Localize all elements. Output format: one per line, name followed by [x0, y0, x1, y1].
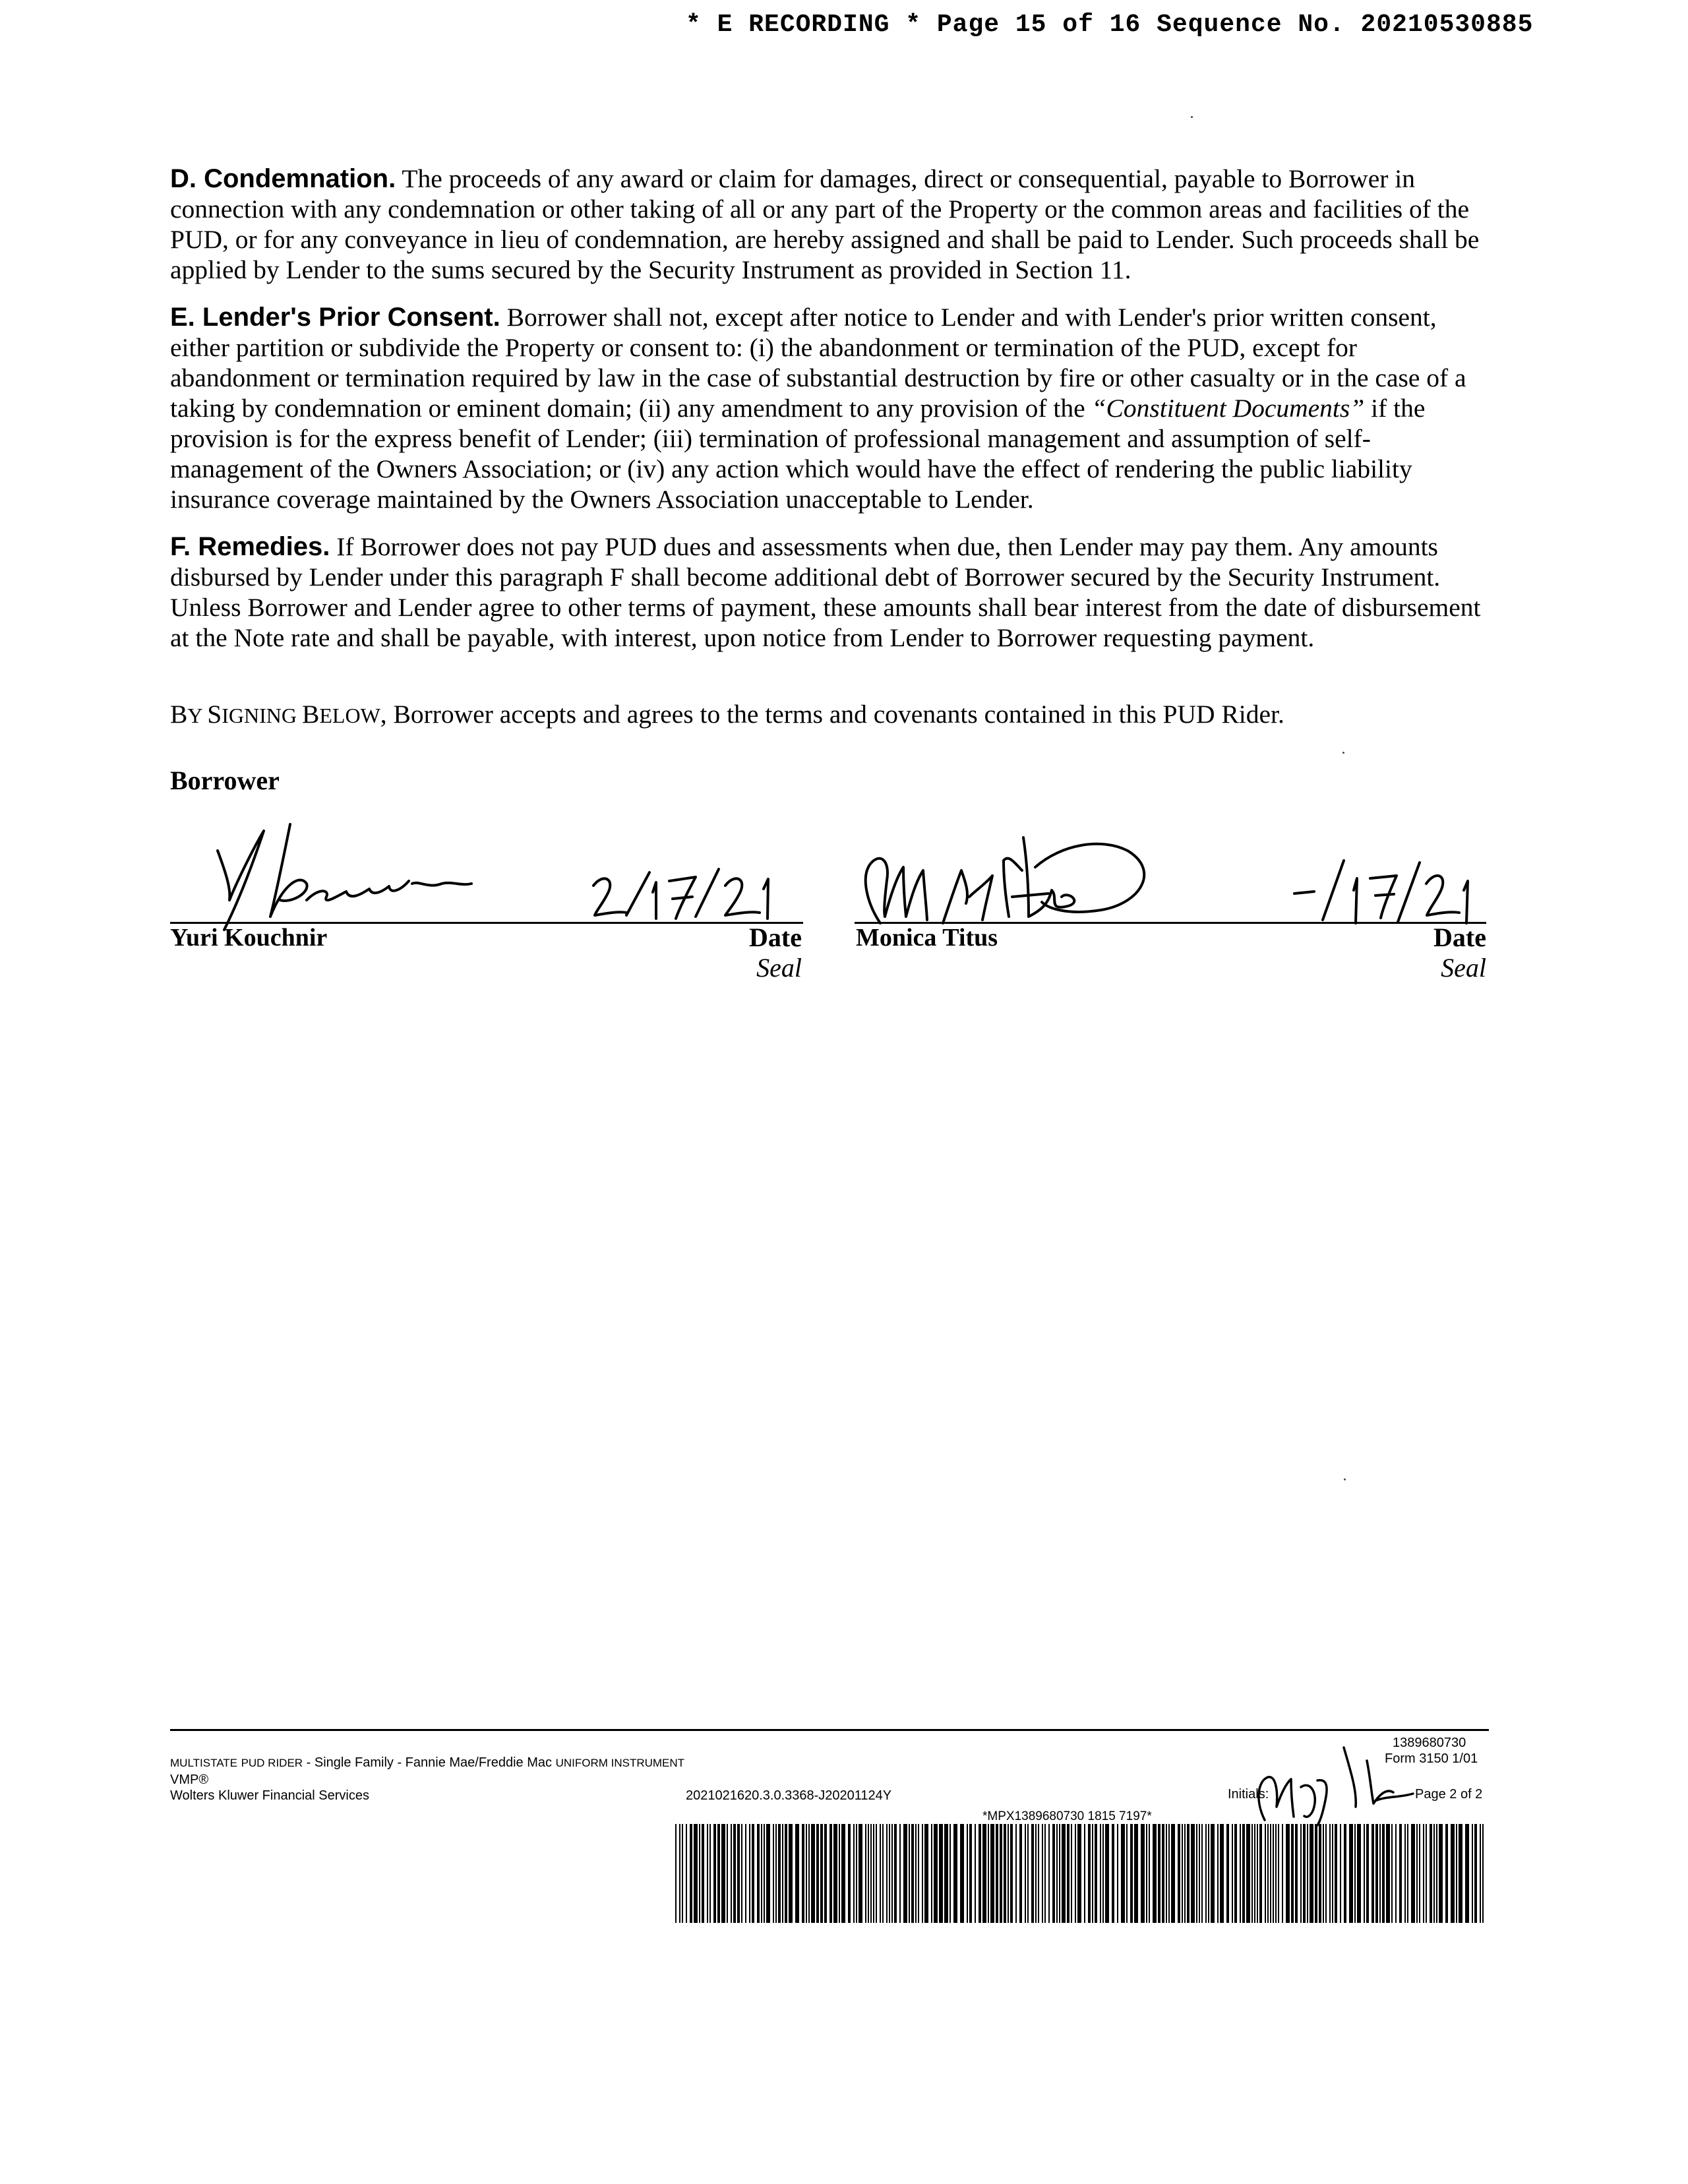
barcode-bar	[859, 1824, 862, 1923]
barcode-bar	[699, 1824, 700, 1923]
barcode-bar	[782, 1824, 783, 1923]
barcode-bar	[1027, 1824, 1029, 1923]
barcode-bar	[1056, 1824, 1058, 1923]
barcode-bar	[1456, 1824, 1457, 1923]
below-rest: ELOW	[319, 704, 380, 727]
barcode-bar	[1270, 1824, 1271, 1923]
barcode-bar	[1092, 1824, 1093, 1923]
barcode-bar	[1323, 1824, 1324, 1923]
barcode-bar	[1171, 1824, 1175, 1923]
barcode-bar	[820, 1824, 823, 1923]
barcode-bar	[1465, 1824, 1469, 1923]
barcode-bar	[1275, 1824, 1277, 1923]
barcode-bar	[1196, 1824, 1197, 1923]
barcode-bar	[1149, 1824, 1150, 1923]
barcode-bar	[1404, 1824, 1406, 1923]
barcode-bar	[717, 1824, 720, 1923]
barcode-bar	[1480, 1824, 1481, 1923]
barcode-bar	[1182, 1824, 1183, 1923]
form-title	[170, 1755, 684, 1771]
barcode-bar	[1295, 1824, 1298, 1923]
barcode-bar	[733, 1824, 736, 1923]
barcode-bar	[1031, 1824, 1034, 1923]
barcode-bar	[1254, 1824, 1255, 1923]
footer-rule	[170, 1729, 1489, 1731]
barcode-bar	[1166, 1824, 1167, 1923]
borrower-2-date-label: Date	[1433, 923, 1486, 952]
form-title-prefix: MULTISTATE	[170, 1757, 237, 1769]
borrower-1-signature	[191, 818, 481, 930]
barcode-bar	[731, 1824, 732, 1923]
barcode-bar	[899, 1824, 901, 1923]
barcode-bar	[903, 1824, 907, 1923]
barcode-bar	[707, 1824, 708, 1923]
barcode-bar	[1102, 1824, 1104, 1923]
borrower-label: Borrower	[170, 766, 280, 795]
barcode-bar	[1121, 1824, 1125, 1923]
barcode-bar	[757, 1824, 760, 1923]
barcode-bar	[891, 1824, 893, 1923]
barcode-bar	[1395, 1824, 1397, 1923]
barcode-bar	[1291, 1824, 1294, 1923]
publisher-name: Wolters Kluwer Financial Services	[170, 1788, 369, 1803]
barcode-bar	[1482, 1824, 1484, 1923]
barcode-bar	[1278, 1824, 1279, 1923]
barcode-bar	[745, 1824, 746, 1923]
barcode-bar	[737, 1824, 740, 1923]
barcode-bar	[1439, 1824, 1443, 1923]
barcode-bar	[1042, 1824, 1043, 1923]
barcode-bar	[939, 1824, 943, 1923]
barcode-bar	[1372, 1824, 1374, 1923]
barcode-bar	[1134, 1824, 1138, 1923]
signing-statement	[170, 699, 1502, 731]
signing-rest: IGNING	[222, 704, 302, 727]
barcode-bar	[1008, 1824, 1009, 1923]
barcode-bar	[1201, 1824, 1203, 1923]
barcode-bar	[868, 1824, 869, 1923]
barcode-text: *MPX1389680730 1815 7197*	[982, 1809, 1152, 1823]
barcode-bar	[686, 1824, 687, 1923]
barcode-bar	[1273, 1824, 1274, 1923]
document-code: 2021021620.3.0.3368-J20201124Y	[686, 1788, 892, 1803]
barcode-bar	[953, 1824, 957, 1923]
barcode-bar	[1158, 1824, 1160, 1923]
section-heading: E. Lender's Prior Consent.	[170, 303, 500, 332]
borrower-1-name: Yuri Kouchnir	[170, 924, 328, 952]
barcode-bar	[1340, 1824, 1341, 1923]
recording-header: * E RECORDING * Page 15 of 16 Sequence No. 20210530885	[686, 11, 1534, 39]
barcode-bar	[1259, 1824, 1262, 1923]
barcode-bar	[1077, 1824, 1081, 1923]
barcode-bar	[1303, 1824, 1306, 1923]
barcode-bar	[1267, 1824, 1269, 1923]
barcode-bar	[990, 1824, 994, 1923]
barcode-bar	[1354, 1824, 1356, 1923]
barcode-bar	[922, 1824, 923, 1923]
barcode-bar	[727, 1824, 728, 1923]
barcode-bar	[1004, 1824, 1006, 1923]
barcode-bar	[950, 1824, 951, 1923]
barcode-bar	[924, 1824, 928, 1923]
barcode-bar	[1184, 1824, 1186, 1923]
barcode-bar	[829, 1824, 832, 1923]
barcode-bar	[1344, 1824, 1346, 1923]
barcode-bar	[1100, 1824, 1101, 1923]
borrower-2-signature	[851, 824, 1154, 930]
barcode-bar	[1217, 1824, 1219, 1923]
barcode-bar	[880, 1824, 881, 1923]
barcode-bar	[1246, 1824, 1250, 1923]
barcode-bar	[865, 1824, 866, 1923]
barcode-bar	[886, 1824, 888, 1923]
barcode-bar	[833, 1824, 837, 1923]
constituent-documents-term: “Constituent Documents”	[1091, 394, 1365, 423]
page-number: Page 2 of 2	[1415, 1787, 1483, 1802]
barcode-bar	[1459, 1824, 1462, 1923]
barcode-bar	[915, 1824, 917, 1923]
barcode-bar	[1349, 1824, 1353, 1923]
barcode-bar	[853, 1824, 855, 1923]
barcode-bar	[996, 1824, 998, 1923]
barcode-bar	[1126, 1824, 1128, 1923]
barcode-bar	[1379, 1824, 1381, 1923]
barcode-bar	[1187, 1824, 1190, 1923]
barcode-bar	[982, 1824, 986, 1923]
barcode-bar	[1199, 1824, 1200, 1923]
barcode	[675, 1824, 1486, 1923]
barcode-bar	[778, 1824, 781, 1923]
barcode-bar	[848, 1824, 851, 1923]
barcode-bar	[1411, 1824, 1415, 1923]
initials-label: Initials:	[1228, 1787, 1269, 1802]
barcode-bar	[944, 1824, 948, 1923]
barcode-bar	[1329, 1824, 1331, 1923]
borrower-2-handwritten-date	[1291, 857, 1482, 930]
barcode-bar	[1436, 1824, 1437, 1923]
barcode-bar	[1399, 1824, 1402, 1923]
barcode-bar	[1310, 1824, 1313, 1923]
section-condemnation	[170, 164, 1502, 285]
barcode-bar	[766, 1824, 770, 1923]
barcode-bar	[1067, 1824, 1070, 1923]
barcode-bar	[802, 1824, 804, 1923]
barcode-bar	[811, 1824, 815, 1923]
barcode-bar	[1044, 1824, 1046, 1923]
barcode-bar	[824, 1824, 827, 1923]
barcode-bar	[1474, 1824, 1477, 1923]
section-remedies	[170, 531, 1502, 653]
barcode-bar	[1048, 1824, 1050, 1923]
barcode-bar	[1251, 1824, 1253, 1923]
barcode-bar	[1088, 1824, 1091, 1923]
barcode-bar	[773, 1824, 774, 1923]
barcode-bar	[679, 1824, 680, 1923]
barcode-bar	[1112, 1824, 1114, 1923]
scan-speck	[1191, 116, 1193, 118]
barcode-bar	[1178, 1824, 1180, 1923]
by-initial: B	[170, 700, 188, 729]
section-heading: F. Remedies.	[170, 532, 330, 561]
form-title-pud: PUD RIDER	[241, 1757, 303, 1769]
signing-text: , Borrower accepts and agrees to the terms and covenants contained in this PUD Rider.	[380, 700, 1284, 729]
barcode-bar	[1445, 1824, 1448, 1923]
barcode-bar	[979, 1824, 981, 1923]
form-title-mid: - Single Family - Fannie Mae/Freddie Mac	[306, 1755, 552, 1770]
barcode-bar	[839, 1824, 840, 1923]
barcode-bar	[1208, 1824, 1209, 1923]
barcode-bar	[1257, 1824, 1258, 1923]
barcode-bar	[1407, 1824, 1408, 1923]
barcode-bar	[1416, 1824, 1418, 1923]
barcode-bar	[1315, 1824, 1317, 1923]
barcode-bar	[1162, 1824, 1164, 1923]
form-number: Form 3150 1/01	[1385, 1751, 1478, 1766]
vmp-label: VMP®	[170, 1773, 209, 1787]
barcode-bar	[1332, 1824, 1333, 1923]
barcode-bar	[789, 1824, 793, 1923]
barcode-bar	[749, 1824, 750, 1923]
barcode-bar	[1071, 1824, 1072, 1923]
barcode-bar	[841, 1824, 845, 1923]
barcode-bar	[1375, 1824, 1378, 1923]
borrower-1-date-label: Date	[749, 923, 802, 952]
barcode-bar	[675, 1824, 677, 1923]
barcode-bar	[1386, 1824, 1390, 1923]
barcode-bar	[1232, 1824, 1233, 1923]
barcode-bar	[1451, 1824, 1455, 1923]
barcode-bar	[1426, 1824, 1427, 1923]
barcode-bar	[682, 1824, 683, 1923]
borrower-2-name: Monica Titus	[856, 924, 998, 952]
barcode-bar	[1025, 1824, 1026, 1923]
barcode-bar	[775, 1824, 777, 1923]
barcode-bar	[1105, 1824, 1109, 1923]
barcode-bar	[1205, 1824, 1207, 1923]
barcode-bar	[1335, 1824, 1337, 1923]
barcode-bar	[1240, 1824, 1241, 1923]
barcode-bar	[1059, 1824, 1060, 1923]
form-title-uniform: UNIFORM INSTRUMENT	[555, 1757, 685, 1769]
barcode-bar	[1364, 1824, 1365, 1923]
barcode-bar	[1472, 1824, 1473, 1923]
barcode-bar	[1366, 1824, 1369, 1923]
borrower-initials	[1251, 1741, 1416, 1827]
section-heading: D. Condemnation.	[170, 164, 396, 193]
barcode-bar	[1307, 1824, 1308, 1923]
barcode-bar	[1146, 1824, 1147, 1923]
barcode-bar	[931, 1824, 932, 1923]
barcode-bar	[1286, 1824, 1290, 1923]
scan-speck	[1342, 752, 1344, 754]
barcode-bar	[894, 1824, 897, 1923]
barcode-bar	[1095, 1824, 1097, 1923]
scan-speck	[1344, 1478, 1346, 1480]
barcode-bar	[1391, 1824, 1393, 1923]
barcode-bar	[988, 1824, 989, 1923]
barcode-bar	[806, 1824, 807, 1923]
barcode-bar	[694, 1824, 698, 1923]
barcode-bar	[1084, 1824, 1085, 1923]
barcode-bar	[911, 1824, 914, 1923]
barcode-bar	[934, 1824, 938, 1923]
barcode-bar	[1423, 1824, 1424, 1923]
barcode-bar	[709, 1824, 711, 1923]
barcode-bar	[960, 1824, 964, 1923]
barcode-bar	[1319, 1824, 1321, 1923]
barcode-bar	[741, 1824, 742, 1923]
barcode-bar	[785, 1824, 787, 1923]
section-text: The proceeds of any award or claim for damages, direct or consequential, payable to Borrower in connection with any condemnation or other taking of all or any part of the Property or the common areas and facilities of the PUD, or for any conveyance in lieu of condemnation, are hereby assigned and shall be paid to Lender. Such proceeds shall be applied by Lender to the sums secured by the Security Instrument as provided in Section 11.	[170, 164, 1480, 284]
section-text: Borrower shall not, except after notice to Lender and with Lender's prior written consent, either partition or subdivide the Property or consent to: (i) the abandonment or termination of the PUD, except for abandonment or termination required by law in the case of substantial destruction by fire or other casualty or in the case of a taking by condemnation or eminent domain; (ii) any amendment to any provision of the	[170, 303, 1466, 423]
barcode-bar	[1357, 1824, 1361, 1923]
barcode-bar	[1325, 1824, 1327, 1923]
barcode-bar	[876, 1824, 877, 1923]
barcode-bar	[1300, 1824, 1302, 1923]
barcode-bar	[761, 1824, 762, 1923]
barcode-bar	[795, 1824, 799, 1923]
barcode-bar	[1038, 1824, 1039, 1923]
barcode-bar	[967, 1824, 968, 1923]
barcode-bar	[1015, 1824, 1017, 1923]
barcode-bar	[721, 1824, 725, 1923]
barcode-bar	[873, 1824, 874, 1923]
barcode-bar	[969, 1824, 972, 1923]
barcode-bar	[870, 1824, 872, 1923]
barcode-bar	[713, 1824, 716, 1923]
barcode-bar	[1117, 1824, 1118, 1923]
section-text-continued: if the provision is for the express benefit of Lender; (iii) termination of professional management and assumption of self-management of the Owners Association; or (iv) any action which would have the effect of rendering the public liability insurance coverage maintained by the Owners Association unacceptable to Lender.	[170, 394, 1426, 514]
barcode-bar	[909, 1824, 910, 1923]
barcode-bar	[1419, 1824, 1420, 1923]
barcode-bar	[1382, 1824, 1385, 1923]
below-initial: B	[302, 700, 320, 729]
barcode-bar	[1075, 1824, 1076, 1923]
barcode-bar	[918, 1824, 919, 1923]
by-rest: Y	[187, 704, 208, 727]
barcode-bar	[856, 1824, 857, 1923]
barcode-bar	[1062, 1824, 1066, 1923]
barcode-bar	[1242, 1824, 1245, 1923]
barcode-bar	[882, 1824, 884, 1923]
barcode-bar	[690, 1824, 692, 1923]
barcode-bar	[1130, 1824, 1133, 1923]
barcode-bar	[1168, 1824, 1170, 1923]
barcode-bar	[764, 1824, 765, 1923]
section-text: If Borrower does not pay PUD dues and assessments when due, then Lender may pay them. Any amounts disbursed by Lender under this paragraph F shall become additional debt of Borrower secured by the Security Instrument. Unless Borrower and Lender agree to other terms of payment, these amounts shall bear interest from the date of disbursement at the Note rate and shall be payable, with interest, upon notice from Lender to Borrower requesting payment.	[170, 532, 1481, 652]
barcode-bar	[1265, 1824, 1266, 1923]
borrower-1-seal-label: Seal	[756, 953, 802, 983]
barcode-bar	[1226, 1824, 1229, 1923]
barcode-bar	[1220, 1824, 1224, 1923]
barcode-bar	[1010, 1824, 1013, 1923]
barcode-bar	[1052, 1824, 1055, 1923]
barcode-bar	[1141, 1824, 1145, 1923]
barcode-bar	[1282, 1824, 1283, 1923]
borrower-2-seal-label: Seal	[1441, 953, 1486, 983]
barcode-bar	[752, 1824, 754, 1923]
barcode-bar	[1430, 1824, 1432, 1923]
barcode-bar	[1019, 1824, 1022, 1923]
barcode-bar	[889, 1824, 890, 1923]
barcode-bar	[1153, 1824, 1157, 1923]
section-prior-consent	[170, 302, 1502, 514]
barcode-bar	[1000, 1824, 1002, 1923]
barcode-bar	[1191, 1824, 1195, 1923]
barcode-bar	[816, 1824, 819, 1923]
barcode-bar	[1234, 1824, 1237, 1923]
barcode-bar	[702, 1824, 704, 1923]
barcode-bar	[1211, 1824, 1215, 1923]
signing-initial: S	[207, 700, 222, 729]
loan-number: 1389680730	[1393, 1736, 1466, 1750]
barcode-bar	[975, 1824, 976, 1923]
barcode-bar	[808, 1824, 810, 1923]
barcode-bar	[1035, 1824, 1037, 1923]
barcode-bar	[1433, 1824, 1435, 1923]
